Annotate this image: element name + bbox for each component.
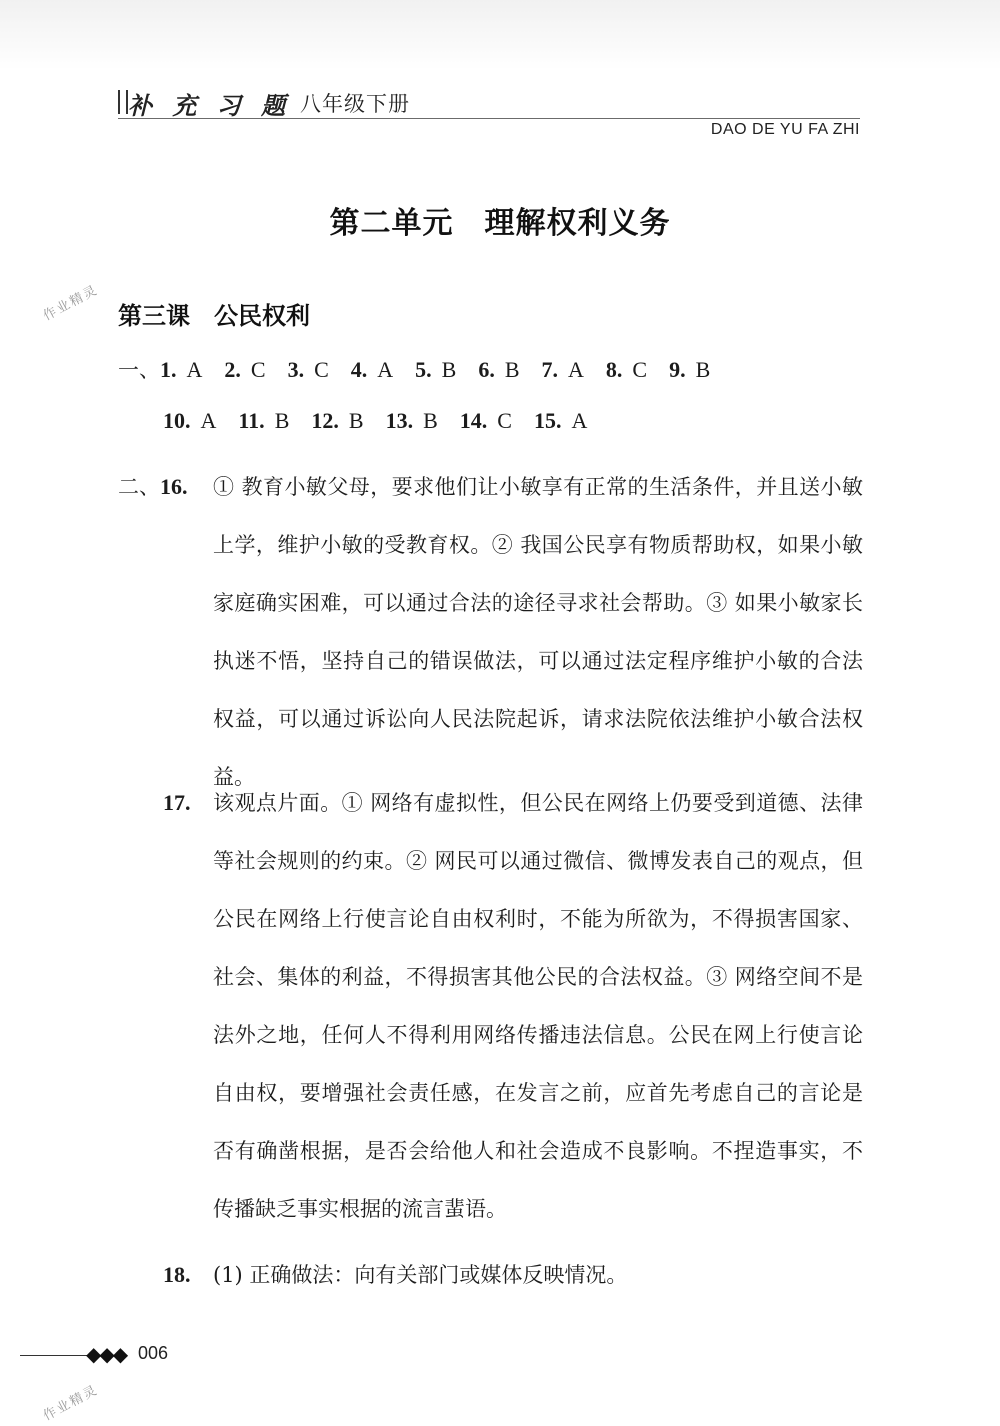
- mc-answer: [534, 408, 587, 434]
- mc-answers-row-1: [118, 354, 732, 384]
- question-16-prefix: [118, 458, 188, 516]
- question-number: 3.: [287, 357, 305, 382]
- question-number: 18.: [163, 1262, 191, 1287]
- question-number: 4.: [350, 357, 368, 382]
- footer-diamond-ornament: ◆◆◆: [86, 1342, 127, 1366]
- answer-letter: B: [274, 408, 290, 433]
- question-17-prefix: [163, 774, 191, 832]
- answer-letter: A: [571, 408, 588, 433]
- mc-answer: [606, 357, 647, 383]
- answer-letter: B: [695, 357, 711, 382]
- question-number: 16.: [160, 474, 188, 499]
- question-number: 7.: [541, 357, 559, 382]
- watermark-stamp: 作业精灵: [40, 282, 101, 324]
- answer-letter: A: [377, 357, 394, 382]
- question-number: 8.: [605, 357, 623, 382]
- page-number: 006: [138, 1343, 169, 1363]
- answer-letter: C: [314, 357, 329, 382]
- question-number: 12.: [311, 408, 339, 433]
- question-number: 17.: [163, 790, 191, 815]
- mc-answer: [415, 357, 456, 383]
- mc-answer: [542, 357, 584, 383]
- mc-answer: [386, 408, 438, 434]
- answer-letter: B: [423, 408, 438, 433]
- question-17-answer: 该观点片面。① 网络有虚拟性，但公民在网络上仍要受到道德、法律等社会规则的约束。② 网民可以通过微信、微博发表自己的观点，但公民在网络上行使言论自由权利时，不能为所欲为，不得损害国家、社会、集体的利益，不得损害其他公民的合法权益。③ 网络空间不是法外之地，任何人不得利用网络传播违法信息。公民在网上行使言论自由权，要增强社会责任感，在发言之前，应首先考虑自己的言论是否有确凿根据，是否会给他人和社会造成不良影响。不捏造事实，不传播缺乏事实根据的流言蜚语。: [213, 791, 863, 1221]
- answer-letter: C: [250, 357, 266, 382]
- mc-answer: [669, 357, 710, 383]
- mc-answer: [288, 357, 329, 383]
- mc-answer: [163, 408, 216, 434]
- watermark-stamp: 作业精灵: [40, 1382, 101, 1424]
- answer-letter: A: [200, 408, 217, 433]
- lesson-title: 第三课 公民权利: [118, 302, 310, 330]
- book-title-logo: 补 充 习 题: [128, 92, 292, 120]
- answer-letter: B: [348, 408, 364, 433]
- question-number: 5.: [415, 357, 432, 382]
- question-16-answer: ① 教育小敏父母，要求他们让小敏享有正常的生活条件，并且送小敏上学，维护小敏的受教育权。② 我国公民享有物质帮助权，如果小敏家庭确实困难，可以通过合法的途径寻求社会帮助。③ 如果小敏家长执迷不悟，坚持自己的错误做法，可以通过法定程序维护小敏的合法权益，可以通过诉讼向人民法院起诉，请求法院依法维护小敏合法权益。: [213, 475, 863, 789]
- question-number: 6.: [478, 357, 495, 382]
- footer-rule: [20, 1355, 90, 1356]
- answer-letter: A: [186, 357, 203, 382]
- answer-letter: B: [504, 357, 520, 382]
- question-18-prefix: [163, 1246, 191, 1304]
- mc-answers-row-2: [163, 408, 609, 434]
- question-number: 11.: [238, 408, 265, 433]
- question-number: 2.: [224, 357, 241, 382]
- question-number: 9.: [669, 357, 686, 382]
- page-edge-shadow: [0, 0, 1000, 70]
- section-label-2: 二、: [118, 475, 160, 499]
- header-bar-ornament: [118, 90, 128, 114]
- question-number: 15.: [533, 408, 562, 433]
- running-header: [118, 88, 860, 119]
- answer-letter: B: [441, 357, 457, 382]
- subject-pinyin: DAO DE YU FA ZHI: [710, 121, 860, 138]
- answer-letter: A: [568, 357, 584, 382]
- mc-answer: [238, 408, 289, 434]
- mc-answer: [224, 357, 265, 383]
- mc-answer: [478, 357, 519, 383]
- mc-answer: [160, 357, 202, 383]
- unit-title: 第二单元 理解权利义务: [329, 206, 671, 241]
- answer-letter: C: [632, 357, 648, 382]
- question-number: 13.: [385, 408, 414, 433]
- question-18-answer: (1) 正确做法：向有关部门或媒体反映情况。: [213, 1263, 628, 1287]
- answer-letter: C: [497, 408, 512, 433]
- mc-answer: [351, 357, 393, 383]
- section-label-1: 一、: [118, 358, 160, 382]
- grade-label: 八年级下册: [300, 92, 410, 116]
- mc-answer: [311, 408, 363, 434]
- mc-answer: [460, 408, 512, 434]
- question-number: 10.: [163, 408, 191, 433]
- question-number: 1.: [160, 357, 177, 382]
- question-number: 14.: [459, 408, 488, 433]
